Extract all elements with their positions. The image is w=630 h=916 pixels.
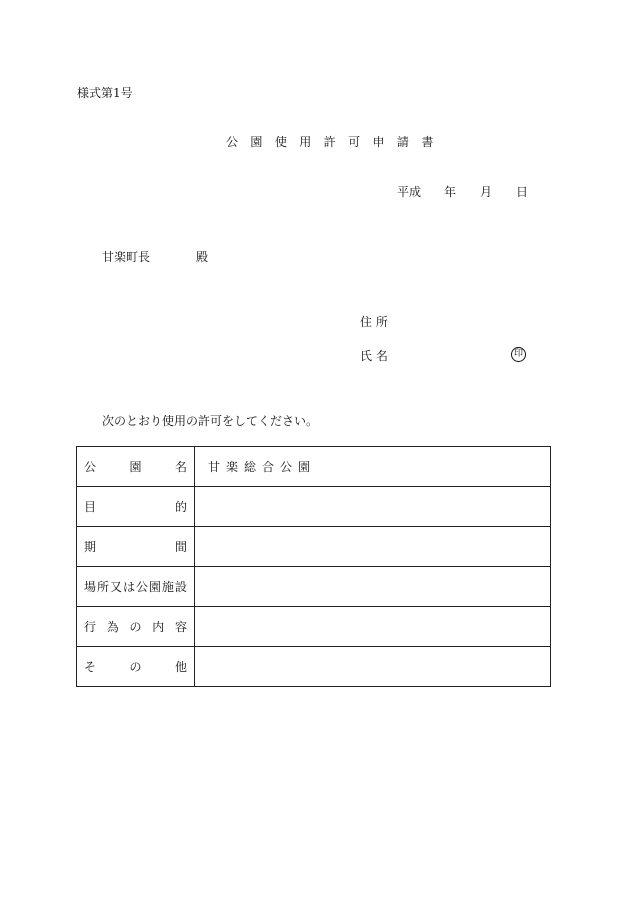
row-label-cell <box>77 567 195 607</box>
row-value-cell[interactable] <box>195 647 551 687</box>
row-label <box>77 578 194 595</box>
row-label-char: 間 <box>174 540 187 554</box>
form-number: 様式第1号 <box>77 86 133 100</box>
document-title: 公 園 使 用 許 可 申 請 書 <box>226 135 438 149</box>
addressee-honorific: 殿 <box>196 250 209 264</box>
row-label <box>77 618 194 635</box>
row-label-char: 期 <box>84 540 97 554</box>
row-label-char: 目 <box>84 500 97 514</box>
row-label-char: 為 <box>106 620 119 634</box>
seal-mark-icon: 印 <box>511 347 526 362</box>
row-label <box>77 458 194 475</box>
row-label-cell <box>77 607 195 647</box>
row-label-char: の <box>129 660 142 674</box>
date-month-label: 月 <box>480 185 493 199</box>
row-label-char: 所 <box>96 580 109 594</box>
row-label-char: 園 <box>148 580 161 594</box>
request-statement: 次のとおり使用の許可をしてください。 <box>102 414 319 428</box>
table-row <box>77 647 551 687</box>
row-label <box>77 658 194 675</box>
table-row <box>77 447 551 487</box>
table-row <box>77 487 551 527</box>
table-row <box>77 607 551 647</box>
row-value-cell[interactable] <box>195 447 551 487</box>
row-label-char: 又 <box>109 580 122 594</box>
row-label-char: 施 <box>161 580 174 594</box>
row-label-cell <box>77 527 195 567</box>
row-label-char: の <box>129 620 142 634</box>
row-label-char: 公 <box>84 460 97 474</box>
row-value-cell[interactable] <box>195 567 551 607</box>
row-value-cell[interactable] <box>195 607 551 647</box>
row-label-char: 他 <box>174 660 187 674</box>
row-label-char: 設 <box>174 580 187 594</box>
row-value: 甘楽総合公園 <box>208 460 317 474</box>
applicant-name-label: 氏 名 <box>360 349 388 363</box>
row-label-cell <box>77 647 195 687</box>
row-label-char: 的 <box>174 500 187 514</box>
row-value-cell[interactable] <box>195 487 551 527</box>
row-label-char: 公 <box>135 580 148 594</box>
table-row <box>77 567 551 607</box>
row-label <box>77 538 194 555</box>
row-label <box>77 498 194 515</box>
row-label-char: 園 <box>129 460 142 474</box>
row-label-char: 名 <box>174 460 187 474</box>
addressee: 甘楽町長 <box>102 250 151 264</box>
row-label-cell <box>77 447 195 487</box>
date-day-label: 日 <box>516 185 529 199</box>
date-year-label: 年 <box>444 185 457 199</box>
row-label-cell <box>77 487 195 527</box>
application-table <box>76 446 551 687</box>
row-label-char: は <box>122 580 135 594</box>
applicant-address-label: 住 所 <box>360 315 388 329</box>
row-label-char: 行 <box>84 620 97 634</box>
row-label-char: そ <box>84 660 97 674</box>
row-value-cell[interactable] <box>195 527 551 567</box>
table-row <box>77 527 551 567</box>
date-era: 平成 <box>397 185 422 199</box>
row-label-char: 場 <box>84 580 97 594</box>
row-label-char: 容 <box>174 620 187 634</box>
row-label-char: 内 <box>152 620 165 634</box>
